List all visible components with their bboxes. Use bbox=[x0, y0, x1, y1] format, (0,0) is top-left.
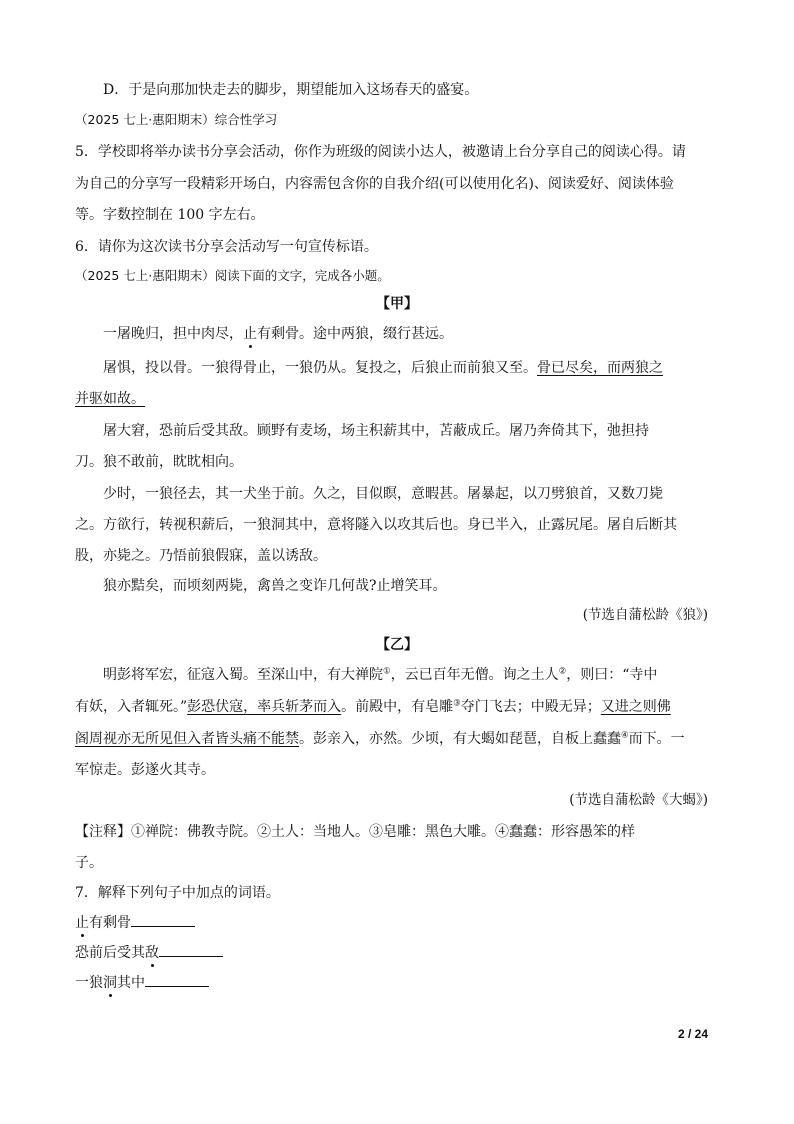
dotted-char: 敌 bbox=[145, 945, 159, 961]
answer-blank[interactable] bbox=[145, 971, 209, 987]
footnote-mark: ④ bbox=[621, 730, 629, 741]
jia-paragraph-4-line-2: 之。方欲行，转视积薪后，一狼洞其中，意将隧入以攻其后也。身已半入，止露尻尾。屠自后断其 bbox=[75, 517, 677, 533]
q7-item-3: 一狼洞其中 bbox=[75, 971, 209, 993]
underlined-sentence: 并驱如故。 bbox=[75, 391, 145, 407]
jia-heading: 【甲】 bbox=[376, 296, 418, 312]
q5-line-3: 等。字数控制在 100 字左右。 bbox=[75, 207, 265, 223]
jia-paragraph-4-line-3: 股，亦毙之。乃悟前狼假寐，盖以诱敌。 bbox=[75, 548, 327, 564]
jia-paragraph-5: 狼亦黠矣，而顷刻两毙，禽兽之变诈几何哉?止增笑耳。 bbox=[103, 578, 447, 594]
underlined-sentence: 彭恐伏寇，率兵斩茅而入 bbox=[187, 699, 342, 715]
underlined-sentence: 阁周视亦无所见但入者皆头痛不能禁 bbox=[75, 731, 299, 747]
yi-source: (节选自蒲松龄《大蝎》) bbox=[569, 792, 708, 808]
footnote-mark: ② bbox=[558, 666, 567, 677]
yi-line-2: 有妖，入者辄死。”彭恐伏寇，率兵斩茅而入。前殿中，有皂雕③夺门飞去；中殿无异；又进之则佛 bbox=[75, 698, 671, 715]
dotted-char: 止 bbox=[243, 326, 257, 342]
yi-line-4: 军惊走。彭遂火其寺。 bbox=[75, 762, 215, 778]
q5-line-2: 为自己的分享写一段精彩开场白，内容需包含你的自我介绍(可以使用化名)、阅读爱好、阅读体验 bbox=[75, 176, 674, 192]
yi-heading: 【乙】 bbox=[376, 637, 418, 653]
footnote-mark: ③ bbox=[453, 698, 461, 709]
q7-item-1: 止有剩骨 bbox=[75, 911, 195, 933]
answer-blank[interactable] bbox=[159, 941, 223, 957]
section-tag-reading: （2025 七上·惠阳期末）阅读下面的文字，完成各小题。 bbox=[75, 268, 390, 283]
section-tag-comprehensive: （2025 七上·惠阳期末）综合性学习 bbox=[75, 112, 278, 127]
jia-paragraph-3-line-1: 屠大窘，恐前后受其敌。顾野有麦场，场主积薪其中，苫蔽成丘。屠乃奔倚其下，弛担持 bbox=[103, 423, 649, 439]
yi-line-1: 明彭将军宏，征寇入蜀。至深山中，有大禅院①，云已百年无僧。询之土人②，则曰：“寺中 bbox=[103, 666, 658, 683]
jia-paragraph-4-line-1: 少时，一狼径去，其一犬坐于前。久之，目似瞑，意暇甚。屠暴起，以刀劈狼首，又数刀毙 bbox=[103, 486, 663, 502]
q6-question: 6．请你为这次读书分享会活动写一句宣传标语。 bbox=[75, 239, 378, 255]
yi-line-3: 阁周视亦无所见但入者皆头痛不能禁。彭亲入，亦然。少顷，有大蝎如琵琶，自板上蠢蠢④而下。一 bbox=[75, 730, 685, 747]
q7-item-2: 恐前后受其敌 bbox=[75, 941, 223, 963]
footnote-mark: ① bbox=[383, 666, 391, 677]
jia-paragraph-1: 一屠晚归，担中肉尽，止有剩骨。途中两狼，缀行甚远。 bbox=[103, 326, 453, 342]
underlined-sentence: 又进之则佛 bbox=[600, 699, 671, 715]
notes-line-2: 子。 bbox=[75, 855, 103, 871]
jia-source: (节选自蒲松龄《狼》) bbox=[582, 607, 708, 623]
q4-option-d: D．于是向那加快走去的脚步，期望能加入这场春天的盛宴。 bbox=[103, 82, 479, 98]
dotted-char: 止 bbox=[75, 915, 89, 931]
jia-paragraph-3-line-2: 刀。狼不敢前，眈眈相向。 bbox=[75, 454, 243, 470]
answer-blank[interactable] bbox=[131, 911, 195, 927]
jia-paragraph-2-line-2 bbox=[75, 389, 145, 409]
notes-line-1: 【注释】①禅院：佛教寺院。②土人：当地人。③皂雕：黑色大雕。④蠢蠢：形容愚笨的样 bbox=[75, 824, 635, 840]
jia-paragraph-2-line-1: 屠惧，投以骨。一狼得骨止，一狼仍从。复投之，后狼止而前狼又至。骨已尽矣，而两狼之 bbox=[103, 360, 663, 376]
q5-line-1: 5．学校即将举办读书分享会活动，你作为班级的阅读小达人，被邀请上台分享自己的阅读心得。请 bbox=[75, 144, 686, 160]
q7-stem: 7．解释下列句子中加点的词语。 bbox=[75, 885, 280, 901]
page-number: 2 / 24 bbox=[677, 1027, 708, 1041]
dotted-char: 洞 bbox=[103, 975, 117, 991]
underlined-sentence: 骨已尽矣，而两狼之 bbox=[537, 360, 663, 376]
